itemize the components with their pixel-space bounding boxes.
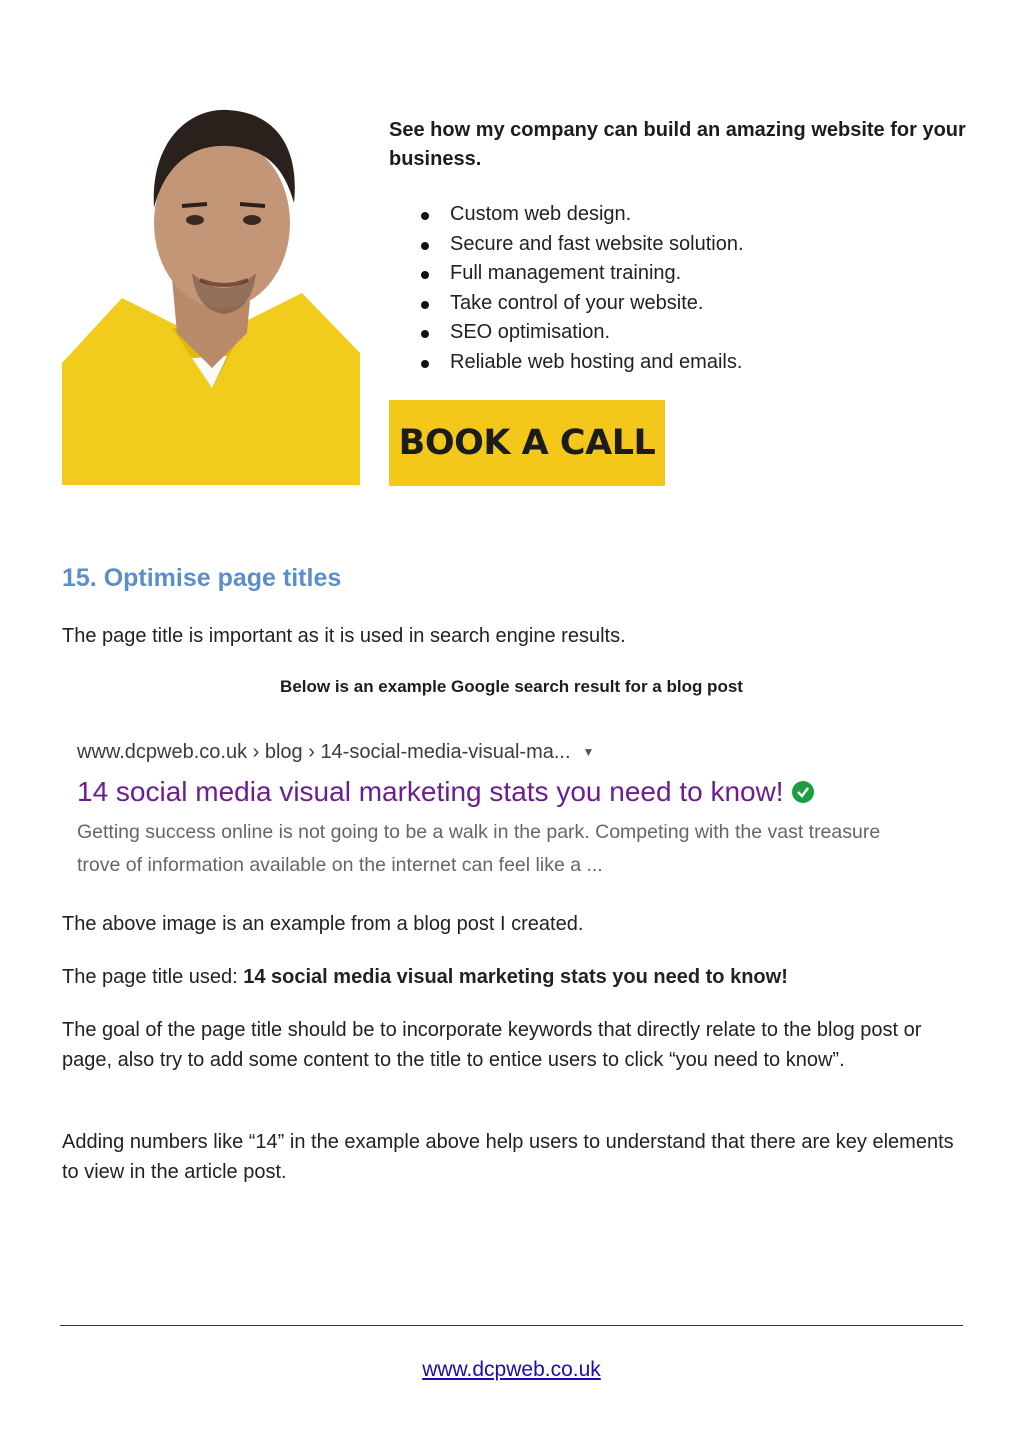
- result-title-text: 14 social media visual marketing stats you need to know!: [77, 776, 784, 807]
- feature-item: Custom web design.: [421, 200, 989, 230]
- dropdown-arrow-icon: ▼: [582, 745, 595, 759]
- feature-item: Reliable web hosting and emails.: [421, 348, 989, 378]
- feature-item: Secure and fast website solution.: [421, 230, 989, 260]
- feature-item: SEO optimisation.: [421, 318, 989, 348]
- result-url: [77, 738, 967, 766]
- footer-divider: [60, 1325, 963, 1326]
- intro-paragraph: The page title is important as it is used in search engine results.: [62, 625, 626, 647]
- section-title: 15. Optimise page titles: [62, 564, 342, 592]
- result-description-line: Getting success online is not going to be a walk in the park. Competing with the vast treasure: [77, 821, 881, 843]
- page-title-value: 14 social media visual marketing stats you need to know!: [243, 966, 788, 988]
- profile-photo: [62, 88, 360, 485]
- promo-block: [389, 116, 989, 378]
- feature-item: Take control of your website.: [421, 289, 989, 319]
- paragraph-goal: The goal of the page title should be to incorporate keywords that directly relate to the blog post or page, also try to add some content to the title to entice users to click “you need to know”.: [62, 1019, 922, 1071]
- promo-heading: See how my company can build an amazing website for your business.: [389, 119, 966, 170]
- footer: [0, 1358, 1023, 1382]
- result-title[interactable]: [77, 772, 967, 812]
- feature-list: [389, 200, 989, 378]
- result-url-text: www.dcpweb.co.uk › blog › 14-social-media-visual-ma...: [77, 741, 571, 763]
- search-result-example: [77, 738, 967, 882]
- book-a-call-button[interactable]: BOOK A CALL: [389, 400, 665, 486]
- paragraph-page-title: [62, 963, 962, 993]
- result-description-line: trove of information available on the internet can feel like a ...: [77, 854, 603, 876]
- image-caption: Below is an example Google search result for a blog post: [280, 677, 743, 696]
- result-description: [77, 816, 967, 882]
- verified-check-icon: [792, 781, 814, 803]
- paragraph-numbers: Adding numbers like “14” in the example above help users to understand that there are key elements to view in the article post.: [62, 1131, 954, 1183]
- paragraph-image-note: The above image is an example from a blog post I created.: [62, 913, 584, 935]
- page-title-label: The page title used:: [62, 966, 244, 988]
- feature-item: Full management training.: [421, 259, 989, 289]
- website-link[interactable]: www.dcpweb.co.uk: [422, 1358, 601, 1381]
